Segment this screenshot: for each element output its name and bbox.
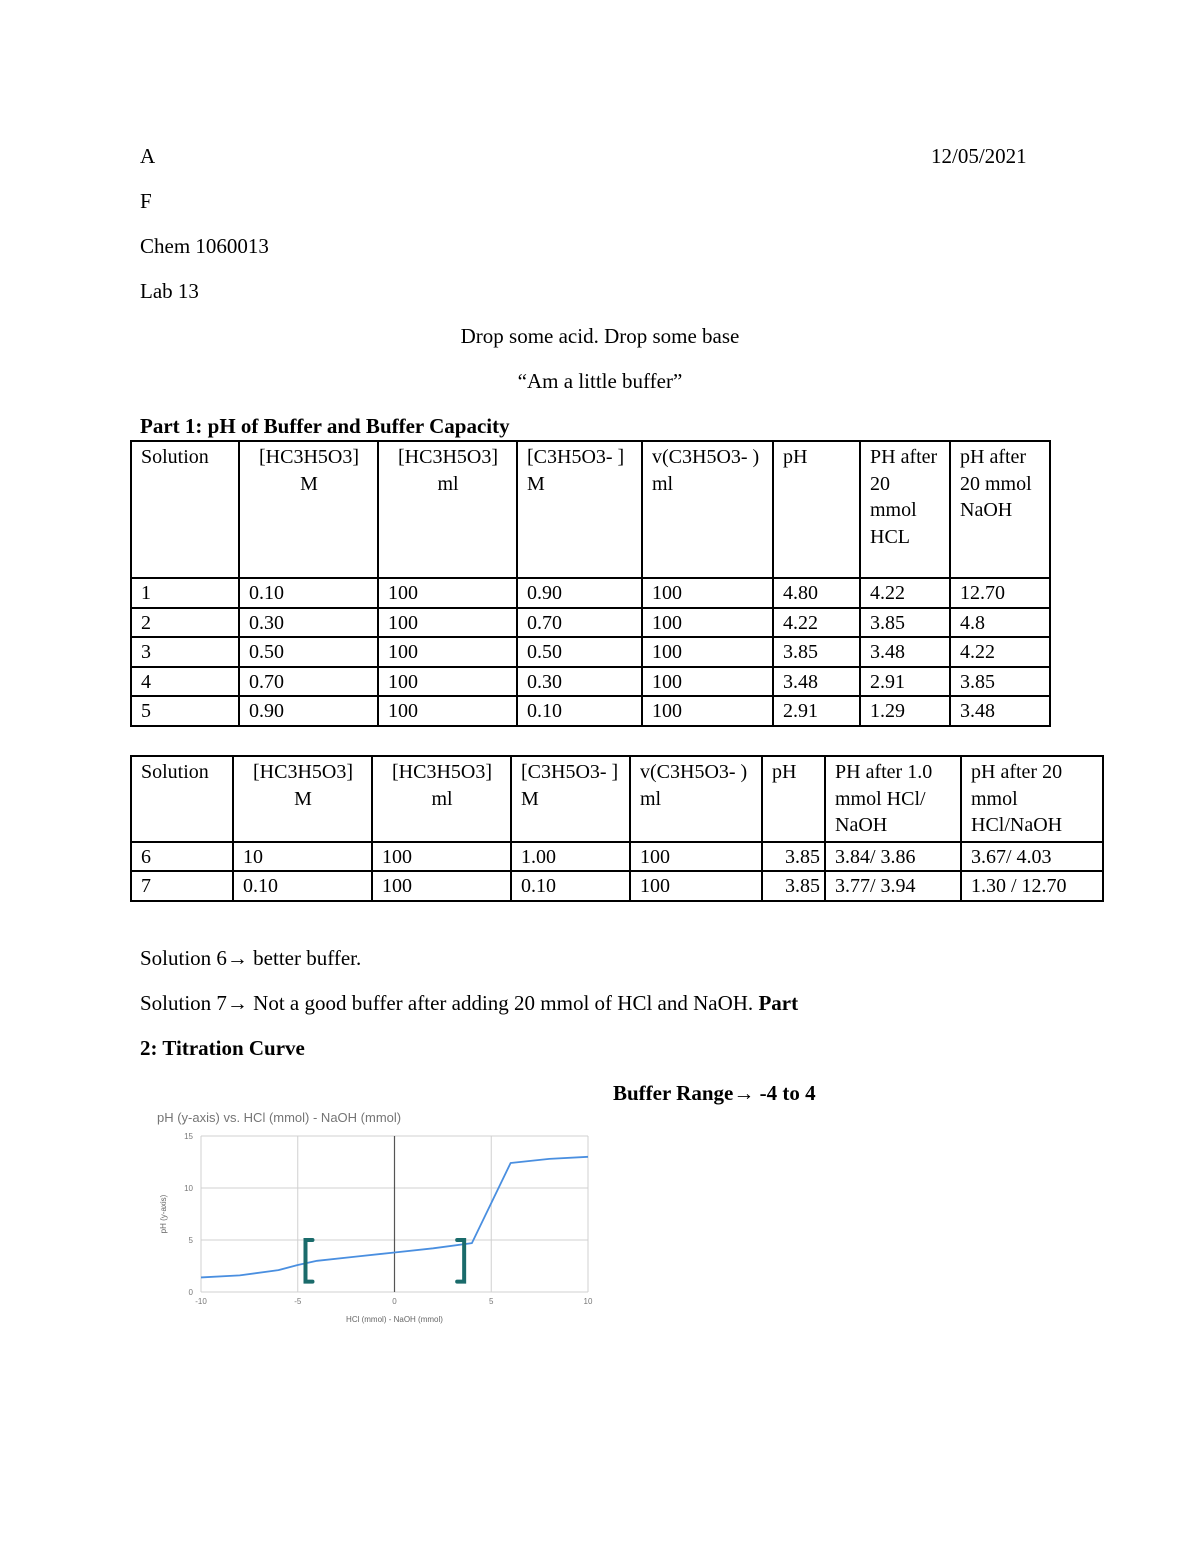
header-ph-after-1mmol: PH after 1.0 mmol HCl/ NaOH (825, 756, 961, 842)
table-row (131, 608, 1050, 638)
table-row (131, 637, 1050, 667)
author-line-1: A (140, 144, 156, 168)
table-cell: 1.00 (511, 842, 630, 872)
table-cell: 0.50 (517, 637, 642, 667)
y-axis-label: pH (y-axis) (159, 1194, 168, 1234)
header-base-molarity: [C3H5O3- ] M (511, 756, 630, 842)
x-tick-label: -10 (195, 1297, 207, 1306)
table-cell: 100 (642, 608, 773, 638)
part2-heading-start: Part (758, 991, 799, 1015)
table-cell: 0.70 (239, 667, 378, 697)
table-cell: 0.90 (517, 578, 642, 608)
table-cell: 100 (378, 608, 517, 638)
table-row (131, 871, 1103, 901)
table-cell: 12.70 (950, 578, 1050, 608)
table-cell: 4.80 (773, 578, 860, 608)
table-cell: 7 (131, 871, 233, 901)
x-tick-label: -5 (294, 1297, 302, 1306)
header-acid-molarity: [HC3H5O3] M (239, 441, 378, 578)
table-cell: 2.91 (860, 667, 950, 697)
table-cell: 100 (630, 871, 762, 901)
conclusion-solution-6: Solution 6→ better buffer. (140, 946, 362, 970)
table-cell: 0.90 (239, 696, 378, 726)
table-row (131, 578, 1050, 608)
buffer-table-2 (130, 755, 1104, 902)
titration-curve-chart (140, 1122, 600, 1342)
table-cell: 0.10 (239, 578, 378, 608)
table-cell: 100 (630, 842, 762, 872)
left-bracket-annotation (305, 1240, 312, 1282)
header-ph: pH (762, 756, 825, 842)
course: Chem 1060013 (140, 234, 269, 258)
buffer-range: Buffer Range→ -4 to 4 (613, 1081, 816, 1105)
table-cell: 4.8 (950, 608, 1050, 638)
conclusion-solution-7 (140, 991, 798, 1016)
header-base-volume: v(C3H5O3- ) ml (630, 756, 762, 842)
header-ph-after-hcl: PH after 20 mmol HCL (860, 441, 950, 578)
header-ph-after-20mmol: pH after 20 mmol HCl/NaOH (961, 756, 1103, 842)
header-acid-volume: [HC3H5O3] ml (378, 441, 517, 578)
table-cell: 100 (372, 842, 511, 872)
table-cell: 3.48 (860, 637, 950, 667)
header-ph-after-naoh: pH after 20 mmol NaOH (950, 441, 1050, 578)
table-cell: 0.70 (517, 608, 642, 638)
table-cell: 100 (378, 696, 517, 726)
table-cell: 4 (131, 667, 239, 697)
title-line-1: Drop some acid. Drop some base (460, 324, 740, 348)
right-bracket-annotation (457, 1240, 464, 1282)
table-cell: 1 (131, 578, 239, 608)
table-cell: 0.30 (239, 608, 378, 638)
y-tick-label: 10 (184, 1184, 193, 1193)
table-cell: 10 (233, 842, 372, 872)
header-acid-volume: [HC3H5O3] ml (372, 756, 511, 842)
conclusion-solution-7-text: Solution 7→ Not a good buffer after adding 20 mmol of HCl and NaOH. (140, 991, 759, 1015)
table-cell: 2.91 (773, 696, 860, 726)
y-tick-label: 15 (184, 1132, 193, 1141)
table-cell: 3.85 (950, 667, 1050, 697)
table-cell: 100 (372, 871, 511, 901)
header-base-volume: v(C3H5O3- ) ml (642, 441, 773, 578)
table-cell: 3.85 (762, 871, 825, 901)
table-cell: 4.22 (860, 578, 950, 608)
y-tick-label: 0 (188, 1288, 193, 1297)
table-row (131, 667, 1050, 697)
table-cell: 3.85 (860, 608, 950, 638)
table-cell: 3.84/ 3.86 (825, 842, 961, 872)
table-cell: 100 (378, 637, 517, 667)
table-cell: 2 (131, 608, 239, 638)
title-line-2: “Am a little buffer” (517, 369, 683, 393)
table-row (131, 842, 1103, 872)
table-cell: 3.85 (762, 842, 825, 872)
table-cell: 1.30 / 12.70 (961, 871, 1103, 901)
table-cell: 3.67/ 4.03 (961, 842, 1103, 872)
x-tick-label: 10 (583, 1297, 593, 1306)
buffer-table-1 (130, 440, 1051, 727)
table-cell: 0.30 (517, 667, 642, 697)
table-cell: 3.48 (950, 696, 1050, 726)
x-tick-label: 5 (489, 1297, 494, 1306)
table-cell: 6 (131, 842, 233, 872)
x-axis-label: HCl (mmol) - NaOH (mmol) (346, 1315, 443, 1324)
table-cell: 5 (131, 696, 239, 726)
part2-heading: 2: Titration Curve (140, 1036, 305, 1060)
date: 12/05/2021 (931, 144, 1027, 168)
table-cell: 0.10 (517, 696, 642, 726)
part1-heading: Part 1: pH of Buffer and Buffer Capacity (140, 414, 510, 438)
table-cell: 100 (642, 637, 773, 667)
table-cell: 4.22 (950, 637, 1050, 667)
y-tick-label: 5 (188, 1236, 193, 1245)
table-cell: 100 (378, 667, 517, 697)
author-line-2: F (140, 189, 152, 213)
header-acid-molarity: [HC3H5O3] M (233, 756, 372, 842)
table-cell: 3.85 (773, 637, 860, 667)
table-cell: 100 (378, 578, 517, 608)
table-cell: 1.29 (860, 696, 950, 726)
header-solution: Solution (131, 441, 239, 578)
table-cell: 0.10 (233, 871, 372, 901)
table-cell: 100 (642, 667, 773, 697)
table-cell: 100 (642, 578, 773, 608)
table-cell: 3 (131, 637, 239, 667)
x-tick-label: 0 (392, 1297, 397, 1306)
table-cell: 4.22 (773, 608, 860, 638)
header-solution: Solution (131, 756, 233, 842)
table-cell: 0.50 (239, 637, 378, 667)
table-row (131, 696, 1050, 726)
chart-title: pH (y-axis) vs. HCl (mmol) - NaOH (mmol) (157, 1110, 402, 1125)
table-cell: 3.77/ 3.94 (825, 871, 961, 901)
table-cell: 0.10 (511, 871, 630, 901)
table-cell: 100 (642, 696, 773, 726)
lab-number: Lab 13 (140, 279, 199, 303)
header-base-molarity: [C3H5O3- ] M (517, 441, 642, 578)
table-cell: 3.48 (773, 667, 860, 697)
header-ph: pH (773, 441, 860, 578)
